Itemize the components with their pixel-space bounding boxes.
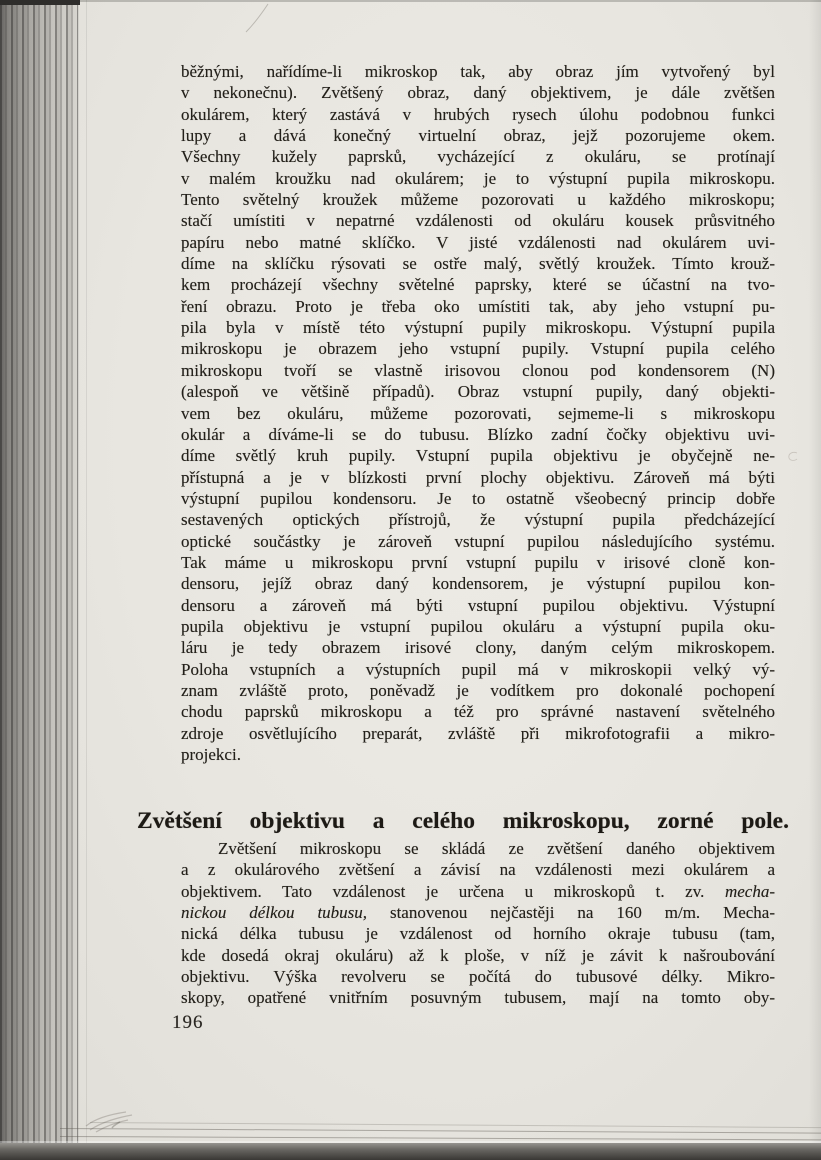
scan-top-edge	[0, 0, 821, 2]
text-line	[181, 360, 775, 381]
text-segment: nickou délkou tubusu,	[181, 903, 368, 923]
text-line	[181, 637, 775, 658]
text-segment: přístupná a je v blízkosti první plochy objektivu. Zároveň má býti	[181, 467, 775, 487]
paper-blemish	[784, 450, 802, 464]
text-segment: kde dosedá okraj okuláru) až k ploše, v níž je závit k našroubování	[181, 945, 775, 965]
text-line	[181, 82, 775, 103]
text-line	[181, 744, 775, 765]
text-line	[181, 232, 775, 253]
page-right-shadow	[809, 0, 821, 1160]
text-line	[181, 317, 775, 338]
text-segment: výstupní pupilou kondensoru. Je to ostatně všeobecný princip dobře	[181, 488, 775, 508]
section-heading: Zvětšení objektivu a celého mikroskopu, zorné pole.	[137, 807, 789, 834]
text-segment: v nekonečnu). Zvětšený obraz, daný objektivem, je dále zvětšen	[181, 83, 775, 103]
text-line	[181, 210, 775, 231]
text-segment: znam zvláště proto, poněvadž je vodítkem pro dokonalé pochopení	[181, 680, 775, 700]
text-segment: díme na sklíčku rýsovati se ostře malý, světlý kroužek. Tímto krouž-	[181, 254, 775, 274]
text-line	[181, 902, 775, 923]
text-segment: mecha-	[724, 881, 775, 901]
text-line	[181, 104, 775, 125]
text-segment: Všechny kužely paprsků, vycházející z okuláru, se protínají	[181, 147, 775, 167]
text-line	[181, 381, 775, 402]
text-segment: a z okulárového zvětšení a závisí na vzdálenosti mezi okulárem a	[181, 860, 775, 880]
text-line	[181, 488, 775, 509]
text-segment: stanovenou nejčastěji na 160 m/m. Mecha-	[367, 903, 776, 923]
text-line	[181, 424, 775, 445]
text-line	[181, 595, 775, 616]
text-line	[181, 296, 775, 317]
text-line	[181, 680, 775, 701]
text-line	[181, 61, 775, 82]
text-segment: mikroskopu je obrazem jeho vstupní pupily. Vstupní pupila celého	[181, 339, 775, 359]
text-segment: běžnými, nařídíme-li mikroskop tak, aby obraz jím vytvořený byl	[181, 62, 775, 81]
text-segment: nická délka tubusu je vzdálenost od horního okraje tubusu (tam,	[181, 924, 775, 944]
text-line	[181, 945, 775, 966]
text-line	[181, 923, 775, 944]
text-segment: skopy, opatřené vnitřním posuvným tubusem, mají na tomto oby-	[181, 988, 775, 1008]
text-segment: projekci.	[181, 745, 241, 764]
text-segment: okulárem, který zastává v hrubých rysech úlohu podobnou funkci	[181, 104, 775, 124]
text-line	[181, 659, 775, 680]
text-segment: mikroskopu tvoří se vlastně irisovou clonou pod kondensorem (N)	[181, 360, 775, 380]
text-segment: optické součástky je zároveň vstupní pupilou následujícího systému.	[181, 531, 775, 551]
page-edge-line	[78, 0, 79, 1160]
text-line	[181, 573, 775, 594]
text-segment: kem procházejí všechny světelné paprsky, které se účastní na tvo-	[181, 275, 775, 295]
text-segment: objektivu. Výška revolveru se počítá do tubusové délky. Mikro-	[181, 967, 775, 987]
text-line	[181, 445, 775, 466]
text-line	[181, 403, 775, 424]
text-segment: lupy a dává konečný virtuelní obraz, jejž pozorujeme okem.	[181, 126, 775, 146]
body-paragraph-1	[181, 61, 775, 765]
text-segment: láru je tedy obrazem irisové clony, daným celým mikroskopem.	[181, 638, 775, 658]
text-segment: pila byla v místě této výstupní pupily mikroskopu. Výstupní pupila	[181, 318, 775, 338]
page-number: 196	[172, 1012, 204, 1033]
bottom-page-edge-line	[60, 1128, 821, 1134]
text-line	[181, 966, 775, 987]
scan-top-dark-strip	[0, 0, 80, 5]
text-segment: objektivem. Tato vzdálenost je určena u mikroskopů t. zv.	[181, 881, 725, 901]
text-line	[181, 881, 775, 902]
scan-bottom-dark-band	[0, 1143, 821, 1160]
text-line	[181, 987, 775, 1008]
text-segment: Poloha vstupních a výstupních pupil má v mikroskopii velký vý-	[181, 659, 775, 679]
text-line	[181, 125, 775, 146]
text-line	[181, 859, 775, 880]
text-segment: Zvětšení mikroskopu se skládá ze zvětšení daného objektivem	[218, 839, 775, 858]
page-edge-line	[86, 0, 87, 1160]
text-line	[181, 701, 775, 722]
text-line	[181, 189, 775, 210]
text-line	[181, 338, 775, 359]
text-segment: densoru, jejíž obraz daný kondensorem, je výstupní pupilou kon-	[181, 574, 775, 594]
text-segment: papíru nebo matné sklíčko. V jisté vzdálenosti nad okulárem uvi-	[181, 232, 775, 252]
bottom-page-edge-line	[60, 1136, 821, 1140]
text-line	[181, 467, 775, 488]
text-segment: chodu paprsků mikroskopu a též pro správné nastavení světelného	[181, 702, 775, 722]
text-line	[181, 509, 775, 530]
text-line	[181, 146, 775, 167]
body-paragraph-2	[181, 838, 775, 1009]
text-line	[181, 723, 775, 744]
text-segment: (alespoň ve většině případů). Obraz vstupní pupily, daný objekti-	[181, 382, 775, 402]
text-segment: vem bez okuláru, můžeme pozorovati, sejmeme-li s mikroskopu	[181, 403, 775, 423]
text-segment: pupila objektivu je vstupní pupilou okuláru a výstupní pupila oku-	[181, 616, 775, 636]
text-line	[181, 838, 775, 859]
text-line	[181, 616, 775, 637]
text-segment: v malém kroužku nad okulárem; je to výstupní pupila mikroskopu.	[181, 168, 775, 188]
text-line	[181, 253, 775, 274]
text-line	[181, 531, 775, 552]
text-line	[181, 274, 775, 295]
text-segment: okulár a díváme-li se do tubusu. Blízko zadní čočky objektivu uvi-	[181, 424, 775, 444]
text-segment: stačí umístiti v nepatrné vzdálenosti od okuláru kousek průsvitného	[181, 211, 775, 231]
bottom-page-edge-line	[90, 1122, 821, 1128]
text-segment: zdroje osvětlujícího preparát, zvláště při mikrofotografii a mikro-	[181, 723, 775, 743]
text-line	[181, 168, 775, 189]
pencil-mark	[240, 2, 280, 42]
text-line	[181, 552, 775, 573]
text-segment: sestavených optických přístrojů, že výstupní pupila předcházející	[181, 510, 775, 530]
text-segment: ření obrazu. Proto je třeba oko umístiti tak, aby jeho vstupní pu-	[181, 296, 775, 316]
text-segment: Tento světelný kroužek můžeme pozorovati u každého mikroskopu;	[181, 190, 775, 210]
book-page-stack-edge	[0, 0, 78, 1160]
text-segment: Tak máme u mikroskopu první vstupní pupilu v irisové cloně kon-	[181, 552, 775, 572]
text-segment: densoru a zároveň má býti vstupní pupilou objektivu. Výstupní	[181, 595, 775, 615]
text-segment: díme světlý kruh pupily. Vstupní pupila objektivu je obyčejně ne-	[181, 446, 775, 466]
